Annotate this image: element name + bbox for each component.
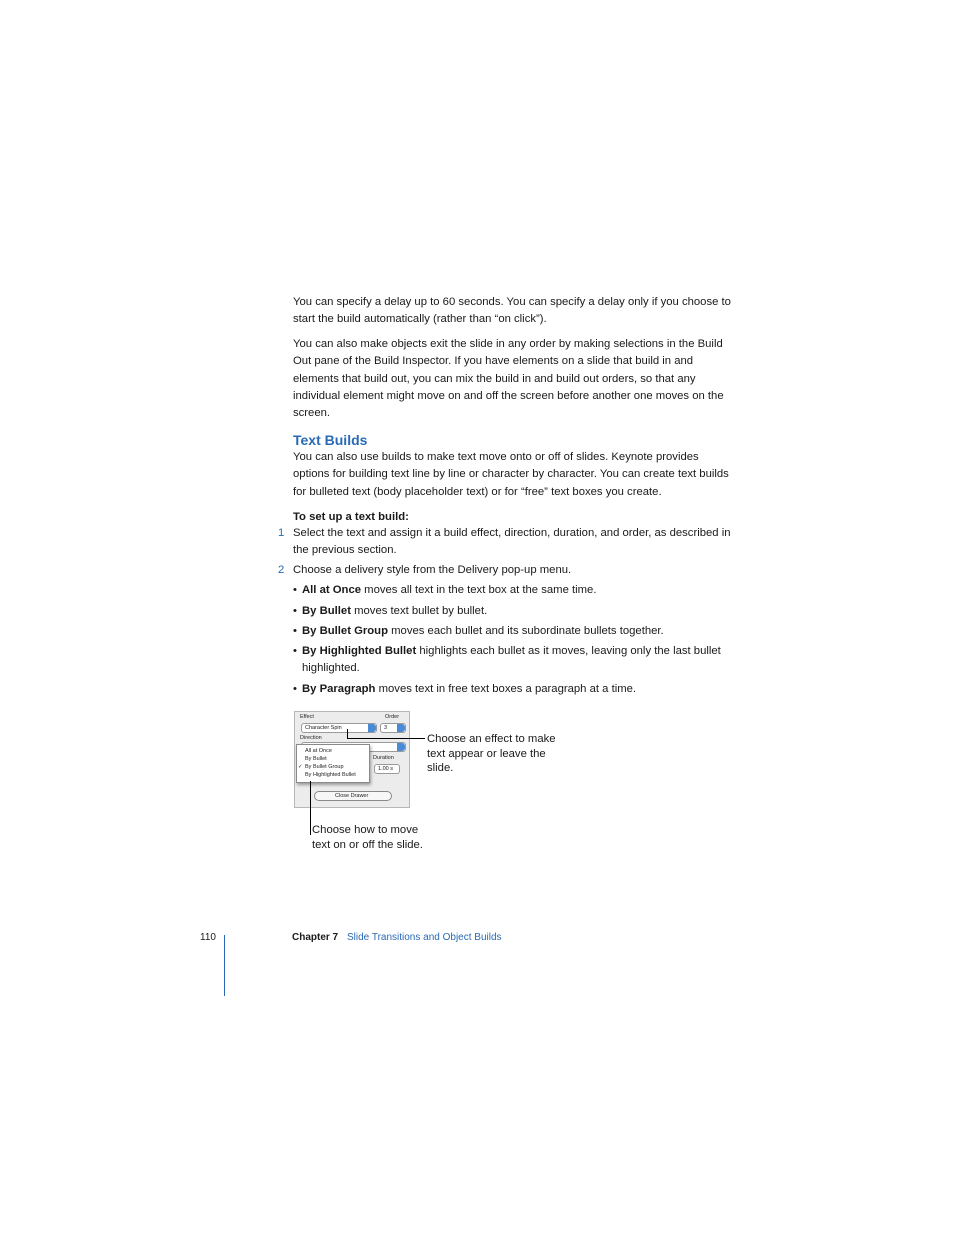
delivery-menu[interactable] bbox=[296, 744, 370, 783]
order-label: Order bbox=[385, 714, 400, 720]
bullet-marker: • bbox=[293, 683, 297, 695]
callout-line-delivery bbox=[310, 781, 311, 835]
page-number: 110 bbox=[200, 932, 216, 943]
list-item bbox=[302, 681, 734, 698]
close-drawer-button[interactable] bbox=[314, 791, 392, 801]
menu-item-by-highlighted-bullet[interactable]: By Highlighted Bullet bbox=[305, 772, 356, 778]
check-icon: ✓ bbox=[298, 764, 303, 770]
bullet-text: highlights each bullet as it moves, leaving only the last bullet highlighted. bbox=[302, 645, 721, 675]
section-heading: Text Builds bbox=[293, 432, 368, 448]
list-item bbox=[302, 603, 734, 620]
effect-popup[interactable] bbox=[301, 723, 377, 733]
step-text-2: Choose a delivery style from the Delivery pop-up menu. bbox=[293, 564, 572, 576]
steps-heading: To set up a text build: bbox=[293, 511, 409, 523]
step-text-1: Select the text and assign it a build effect, direction, duration, and order, as described in the previous section. bbox=[293, 527, 731, 557]
duration-label: Duration bbox=[373, 755, 394, 761]
bullet-text: moves text bullet by bullet. bbox=[350, 605, 488, 617]
duration-field[interactable] bbox=[374, 764, 400, 774]
effect-label: Effect bbox=[300, 714, 314, 720]
chapter-label: Chapter 7 bbox=[292, 932, 339, 943]
bullet-text: moves all text in the text box at the same time. bbox=[361, 584, 597, 596]
bullet-marker: • bbox=[293, 625, 297, 637]
effect-value: Character Spin bbox=[305, 725, 342, 731]
bullet-term: By Bullet bbox=[302, 605, 351, 617]
list-item bbox=[302, 623, 734, 640]
paragraph-delay: You can specify a delay up to 60 seconds. You can specify a delay only if you choose to start the build automatically (rather than “on click”). bbox=[293, 296, 731, 326]
callout-delivery: Choose how to move text on or off the slide. bbox=[312, 824, 423, 851]
bullet-text: moves each bullet and its subordinate bullets together. bbox=[387, 625, 664, 637]
callout-effect: Choose an effect to make text appear or leave the slide. bbox=[427, 733, 556, 774]
duration-value: 1.00 s bbox=[378, 766, 393, 772]
list-item bbox=[302, 582, 734, 599]
order-popup[interactable] bbox=[380, 723, 406, 733]
bullet-term: All at Once bbox=[302, 584, 362, 596]
order-value: 3 bbox=[384, 725, 388, 731]
menu-item-all-at-once[interactable]: All at Once bbox=[305, 748, 332, 754]
bullet-term: By Bullet Group bbox=[302, 625, 388, 637]
chapter-title: Slide Transitions and Object Builds bbox=[347, 932, 502, 943]
section-intro: You can also use builds to make text move onto or off of slides. Keynote provides options for building text line by line or character by character. You can create text builds for bulleted text (body placeholder text) or for “free” text boxes you create. bbox=[293, 451, 729, 498]
step-number-1: 1 bbox=[278, 527, 285, 539]
menu-item-by-bullet[interactable]: By Bullet bbox=[305, 756, 327, 762]
bullet-term: By Paragraph bbox=[302, 683, 376, 695]
bullet-text: moves text in free text boxes a paragraph at a time. bbox=[375, 683, 637, 695]
step-number-2: 2 bbox=[278, 564, 285, 576]
direction-label: Direction bbox=[300, 735, 322, 741]
bullet-term: By Highlighted Bullet bbox=[302, 645, 417, 657]
callout-line-effect bbox=[347, 738, 425, 739]
bullet-marker: • bbox=[293, 584, 297, 596]
bullet-marker: • bbox=[293, 645, 297, 657]
bullet-marker: • bbox=[293, 605, 297, 617]
popup-arrows-icon bbox=[397, 724, 405, 732]
paragraph-build-out: You can also make objects exit the slide in any order by making selections in the Build Out pane of the Build Inspector. If you have elements on a slide that build in and elements that build out, you can mix the build in and build out orders, so that any individual element might move on and off the screen before another one moves on the screen. bbox=[293, 338, 724, 420]
list-item bbox=[302, 643, 734, 678]
menu-item-by-bullet-group[interactable]: By Bullet Group bbox=[305, 764, 344, 770]
popup-arrows-icon bbox=[397, 743, 405, 751]
close-drawer-label: Close Drawer bbox=[335, 793, 369, 799]
popup-arrows-icon bbox=[368, 724, 376, 732]
footer-rule bbox=[224, 935, 225, 996]
